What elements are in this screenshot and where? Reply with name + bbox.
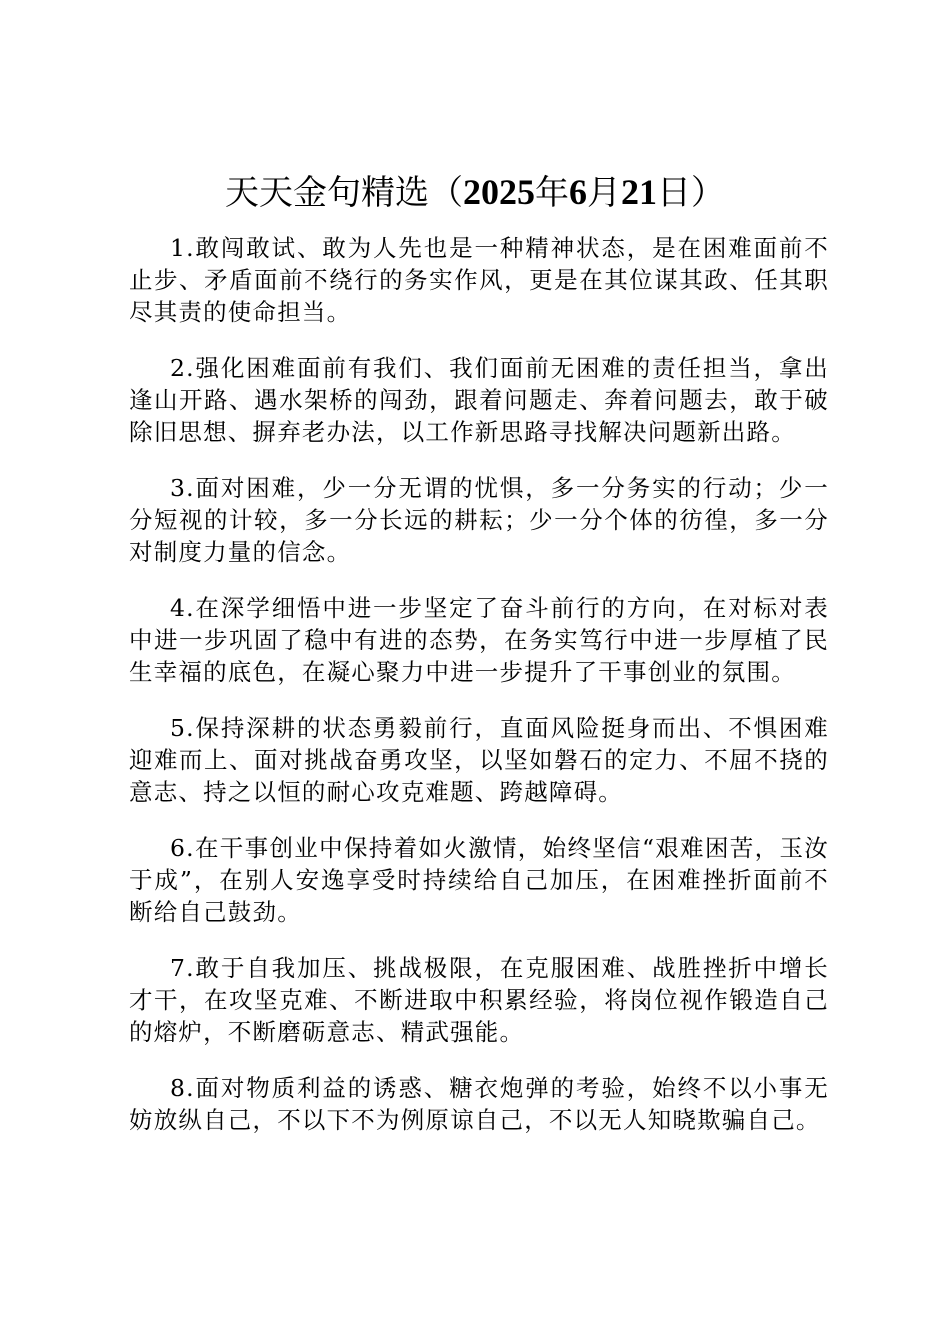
title-month: 6 <box>569 172 587 212</box>
title-prefix: 天天金句精选（ <box>225 173 463 213</box>
quote-item-2: 2.强化困难面前有我们、我们面前无困难的责任担当，拿出逢山开路、遇水架桥的闯劲，跟着问题走、奔着问题去，敢于破除旧思想、摒弃老办法，以工作新思路寻找解决问题新出路。 <box>129 354 829 446</box>
document-title <box>0 168 950 217</box>
title-suffix: 日） <box>657 173 725 213</box>
quote-item-3: 3.面对困难，少一分无谓的忧惧，多一分务实的行动；少一分短视的计较，多一分长远的耕耘；少一分个体的彷徨，多一分对制度力量的信念。 <box>129 474 829 566</box>
title-day: 21 <box>621 172 657 212</box>
title-month-unit: 月 <box>587 173 621 213</box>
title-year-unit: 年 <box>535 173 569 213</box>
title-year: 2025 <box>463 172 535 212</box>
quote-item-6: 6.在干事创业中保持着如火激情，始终坚信“艰难困苦，玉汝于成”，在别人安逸享受时持续给自己加压，在困难挫折面前不断给自己鼓劲。 <box>129 834 829 926</box>
quote-item-1: 1.敢闯敢试、敢为人先也是一种精神状态，是在困难面前不止步、矛盾面前不绕行的务实作风，更是在其位谋其政、任其职尽其责的使命担当。 <box>129 234 829 326</box>
quote-item-7: 7.敢于自我加压、挑战极限，在克服困难、战胜挫折中增长才干，在攻坚克难、不断进取中积累经验，将岗位视作锻造自己的熔炉，不断磨砺意志、精武强能。 <box>129 954 829 1046</box>
quote-list <box>129 232 829 1160</box>
quote-item-4: 4.在深学细悟中进一步坚定了奋斗前行的方向，在对标对表中进一步巩固了稳中有进的态势，在务实笃行中进一步厚植了民生幸福的底色，在凝心聚力中进一步提升了干事创业的氛围。 <box>129 594 829 686</box>
quote-item-8: 8.面对物质利益的诱惑、糖衣炮弹的考验，始终不以小事无妨放纵自己，不以下不为例原谅自己，不以无人知晓欺骗自己。 <box>129 1074 829 1134</box>
quote-item-5: 5.保持深耕的状态勇毅前行，直面风险挺身而出、不惧困难迎难而上、面对挑战奋勇攻坚，以坚如磐石的定力、不屈不挠的意志、持之以恒的耐心攻克难题、跨越障碍。 <box>129 714 829 806</box>
